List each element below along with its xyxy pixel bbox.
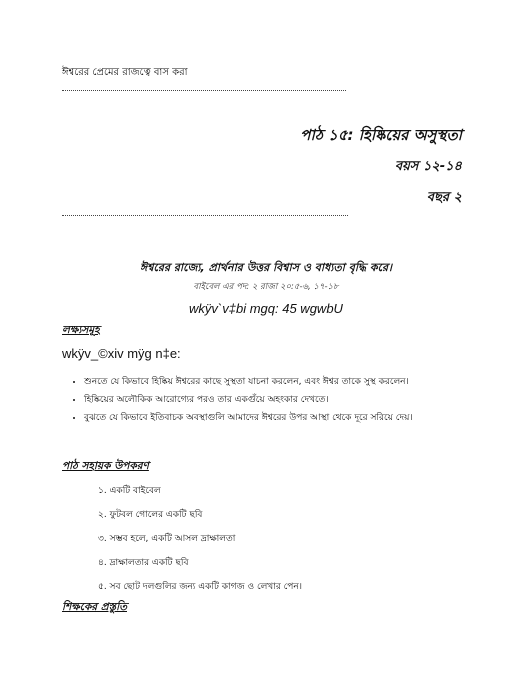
objective-item: • শুনতে যে কিভাবে হিষ্কিয় ঈশ্বরের কাছে সুস্থতা যাচনা করলেন, এবং ঈশ্বর তাকে সুস্থ করলেন। <box>84 377 504 388</box>
material-item: ৫. সব ছোট দলগুলির জন্য একটি কাগজ ও লেখার পেন। <box>98 582 302 592</box>
age-range: বয়স ১২-১৪ <box>394 159 462 174</box>
objectives-heading: লক্ষ্যসমূহ <box>62 324 100 336</box>
objective-item: • বুঝতে যে কিভাবে ইতিবাচক অবস্থাগুলি আমাদের ঈশ্বরের উপর আস্থা থেকে দূরে সরিয়ে দেয়। <box>84 413 504 424</box>
material-item: ১. একটি বাইবেল <box>98 486 161 496</box>
lesson-title: পাঠ ১৫: হিষ্কিয়ের অসুস্থতা <box>300 126 462 144</box>
objectives-list <box>62 377 504 431</box>
material-item: ৩. সম্ভব হলে, একটি আসল দ্রাক্ষালতা <box>98 534 236 544</box>
year-label: বছর ২ <box>426 190 462 205</box>
material-item: ৪. দ্রাক্ষালতার একটি ছবি <box>98 558 189 568</box>
divider-top <box>62 90 346 91</box>
bible-passage: বাইবেল এর পদ: ২ রাজা ২০:৫-৬, ১৭-১৮ <box>193 282 339 292</box>
preparation-heading: শিক্ষকের প্রস্তুতি <box>62 601 127 613</box>
divider-middle <box>62 215 348 216</box>
memory-verse: wkÿv`v‡bi mgq: 45 wgwbU <box>189 301 343 316</box>
objectives-purpose: wkÿv_©xiv mÿg n‡e: <box>62 346 181 361</box>
material-item: ২. ফুটবল গোলের একটি ছবি <box>98 510 203 520</box>
materials-heading: পাঠ সহায়ক উপকরণ <box>62 460 149 472</box>
lesson-theme: ঈশ্বরের রাজ্যে, প্রার্থনার উত্তর বিশ্বাস ও বাধ্যতা বৃদ্ধি করে। <box>140 261 392 274</box>
objective-item: • হিষ্কিয়ের অলৌকিক আরোগ্যের পরও তার একগুঁয়ে অহংকার দেখতে। <box>84 395 504 406</box>
series-title: ঈশ্বরের প্রেমের রাজত্বে বাস করা <box>62 67 188 78</box>
